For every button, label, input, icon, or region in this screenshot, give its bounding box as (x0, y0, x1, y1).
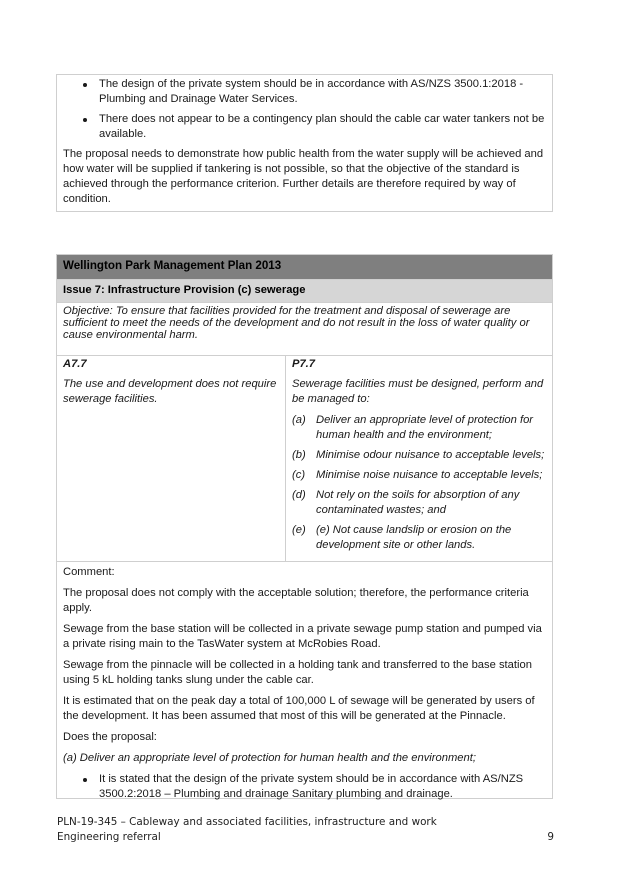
table-title: Wellington Park Management Plan 2013 (57, 255, 552, 280)
performance-code: P7.7 (292, 358, 316, 370)
item-text: Not rely on the soils for absorption of any contaminated wastes; and (316, 489, 520, 516)
list-item: The design of the private system should be in accordance with AS/NZS 3500.1:2018 - Plumbing and Drainage Water Services. (63, 77, 546, 107)
performance-items (292, 413, 546, 553)
list-item (292, 448, 546, 463)
item-text: (e) Not cause landslip or erosion on the development site or other lands. (316, 524, 512, 551)
item-label: (a) (292, 414, 306, 426)
item-text: Minimise noise nuisance to acceptable levels; (316, 469, 543, 481)
item-label: (d) (292, 489, 306, 501)
performance-intro: Sewerage facilities must be designed, perform and be managed to: (292, 378, 544, 405)
item-label: (e) (292, 524, 306, 536)
top-paragraph: The proposal needs to demonstrate how public health from the water supply will be achieved and how water will be supplied if tankering is not possible, so that the objective of the standard is achieved through the performance criterion. Further details are therefore required by way of condition. (63, 148, 544, 205)
comment-paragraph: Sewage from the base station will be collected in a private sewage pump station and pumped via a private rising main to the TasWater system at McRobies Road. (63, 623, 542, 650)
comment-paragraph: It is estimated that on the peak day a total of 100,000 L of sewage will be generated by users of the development. It has been assumed that most of this will be generated at the Pinnacle. (63, 695, 535, 722)
top-bullet-list (63, 77, 546, 142)
criteria-row (57, 356, 552, 562)
footer-line-1: PLN-19-345 – Cableway and associated facilities, infrastructure and work (57, 816, 437, 828)
comment-question: Does the proposal: (63, 731, 157, 743)
comment-heading: Comment: (63, 566, 115, 578)
acceptable-solution-cell (57, 356, 286, 561)
page-number: 9 (547, 831, 554, 843)
top-section (56, 74, 553, 212)
comment-paragraph: The proposal does not comply with the acceptable solution; therefore, the performance criteria apply. (63, 587, 529, 614)
acceptable-text: The use and development does not require sewerage facilities. (63, 378, 277, 405)
list-item: There does not appear to be a contingency plan should the cable car water tankers not be available. (63, 112, 546, 142)
list-item (292, 523, 546, 553)
footer-line-2: Engineering referral (57, 831, 161, 843)
acceptable-code: A7.7 (63, 358, 87, 370)
objective-text: Objective: To ensure that facilities provided for the treatment and disposal of sewerage are sufficient to meet the needs of the development and do not result in the loss of water quality or cause environmental harm. (57, 303, 552, 356)
comment-section (57, 562, 552, 802)
item-text: Minimise odour nuisance to acceptable levels; (316, 449, 545, 461)
issue-heading: Issue 7: Infrastructure Provision (c) sewerage (57, 280, 552, 303)
comment-paragraph: Sewage from the pinnacle will be collected in a holding tank and transferred to the base station using 5 kL holding tanks slung under the cable car. (63, 659, 532, 686)
item-label: (c) (292, 469, 306, 481)
list-item: It is stated that the design of the private system should be in accordance with AS/NZS 3500.2:2018 – Plumbing and drainage Sanitary plumbing and drainage. (63, 772, 546, 802)
list-item (292, 468, 546, 483)
item-text: Deliver an appropriate level of protection for human health and the environment; (316, 414, 534, 441)
criterion-a: (a) Deliver an appropriate level of protection for human health and the environment; (63, 752, 476, 764)
comment-bullet-list (63, 772, 546, 802)
page-footer (57, 815, 554, 845)
item-label: (b) (292, 449, 306, 461)
performance-criteria-cell (286, 356, 552, 561)
list-item (292, 413, 546, 443)
list-item (292, 488, 546, 518)
standards-table (56, 254, 553, 799)
